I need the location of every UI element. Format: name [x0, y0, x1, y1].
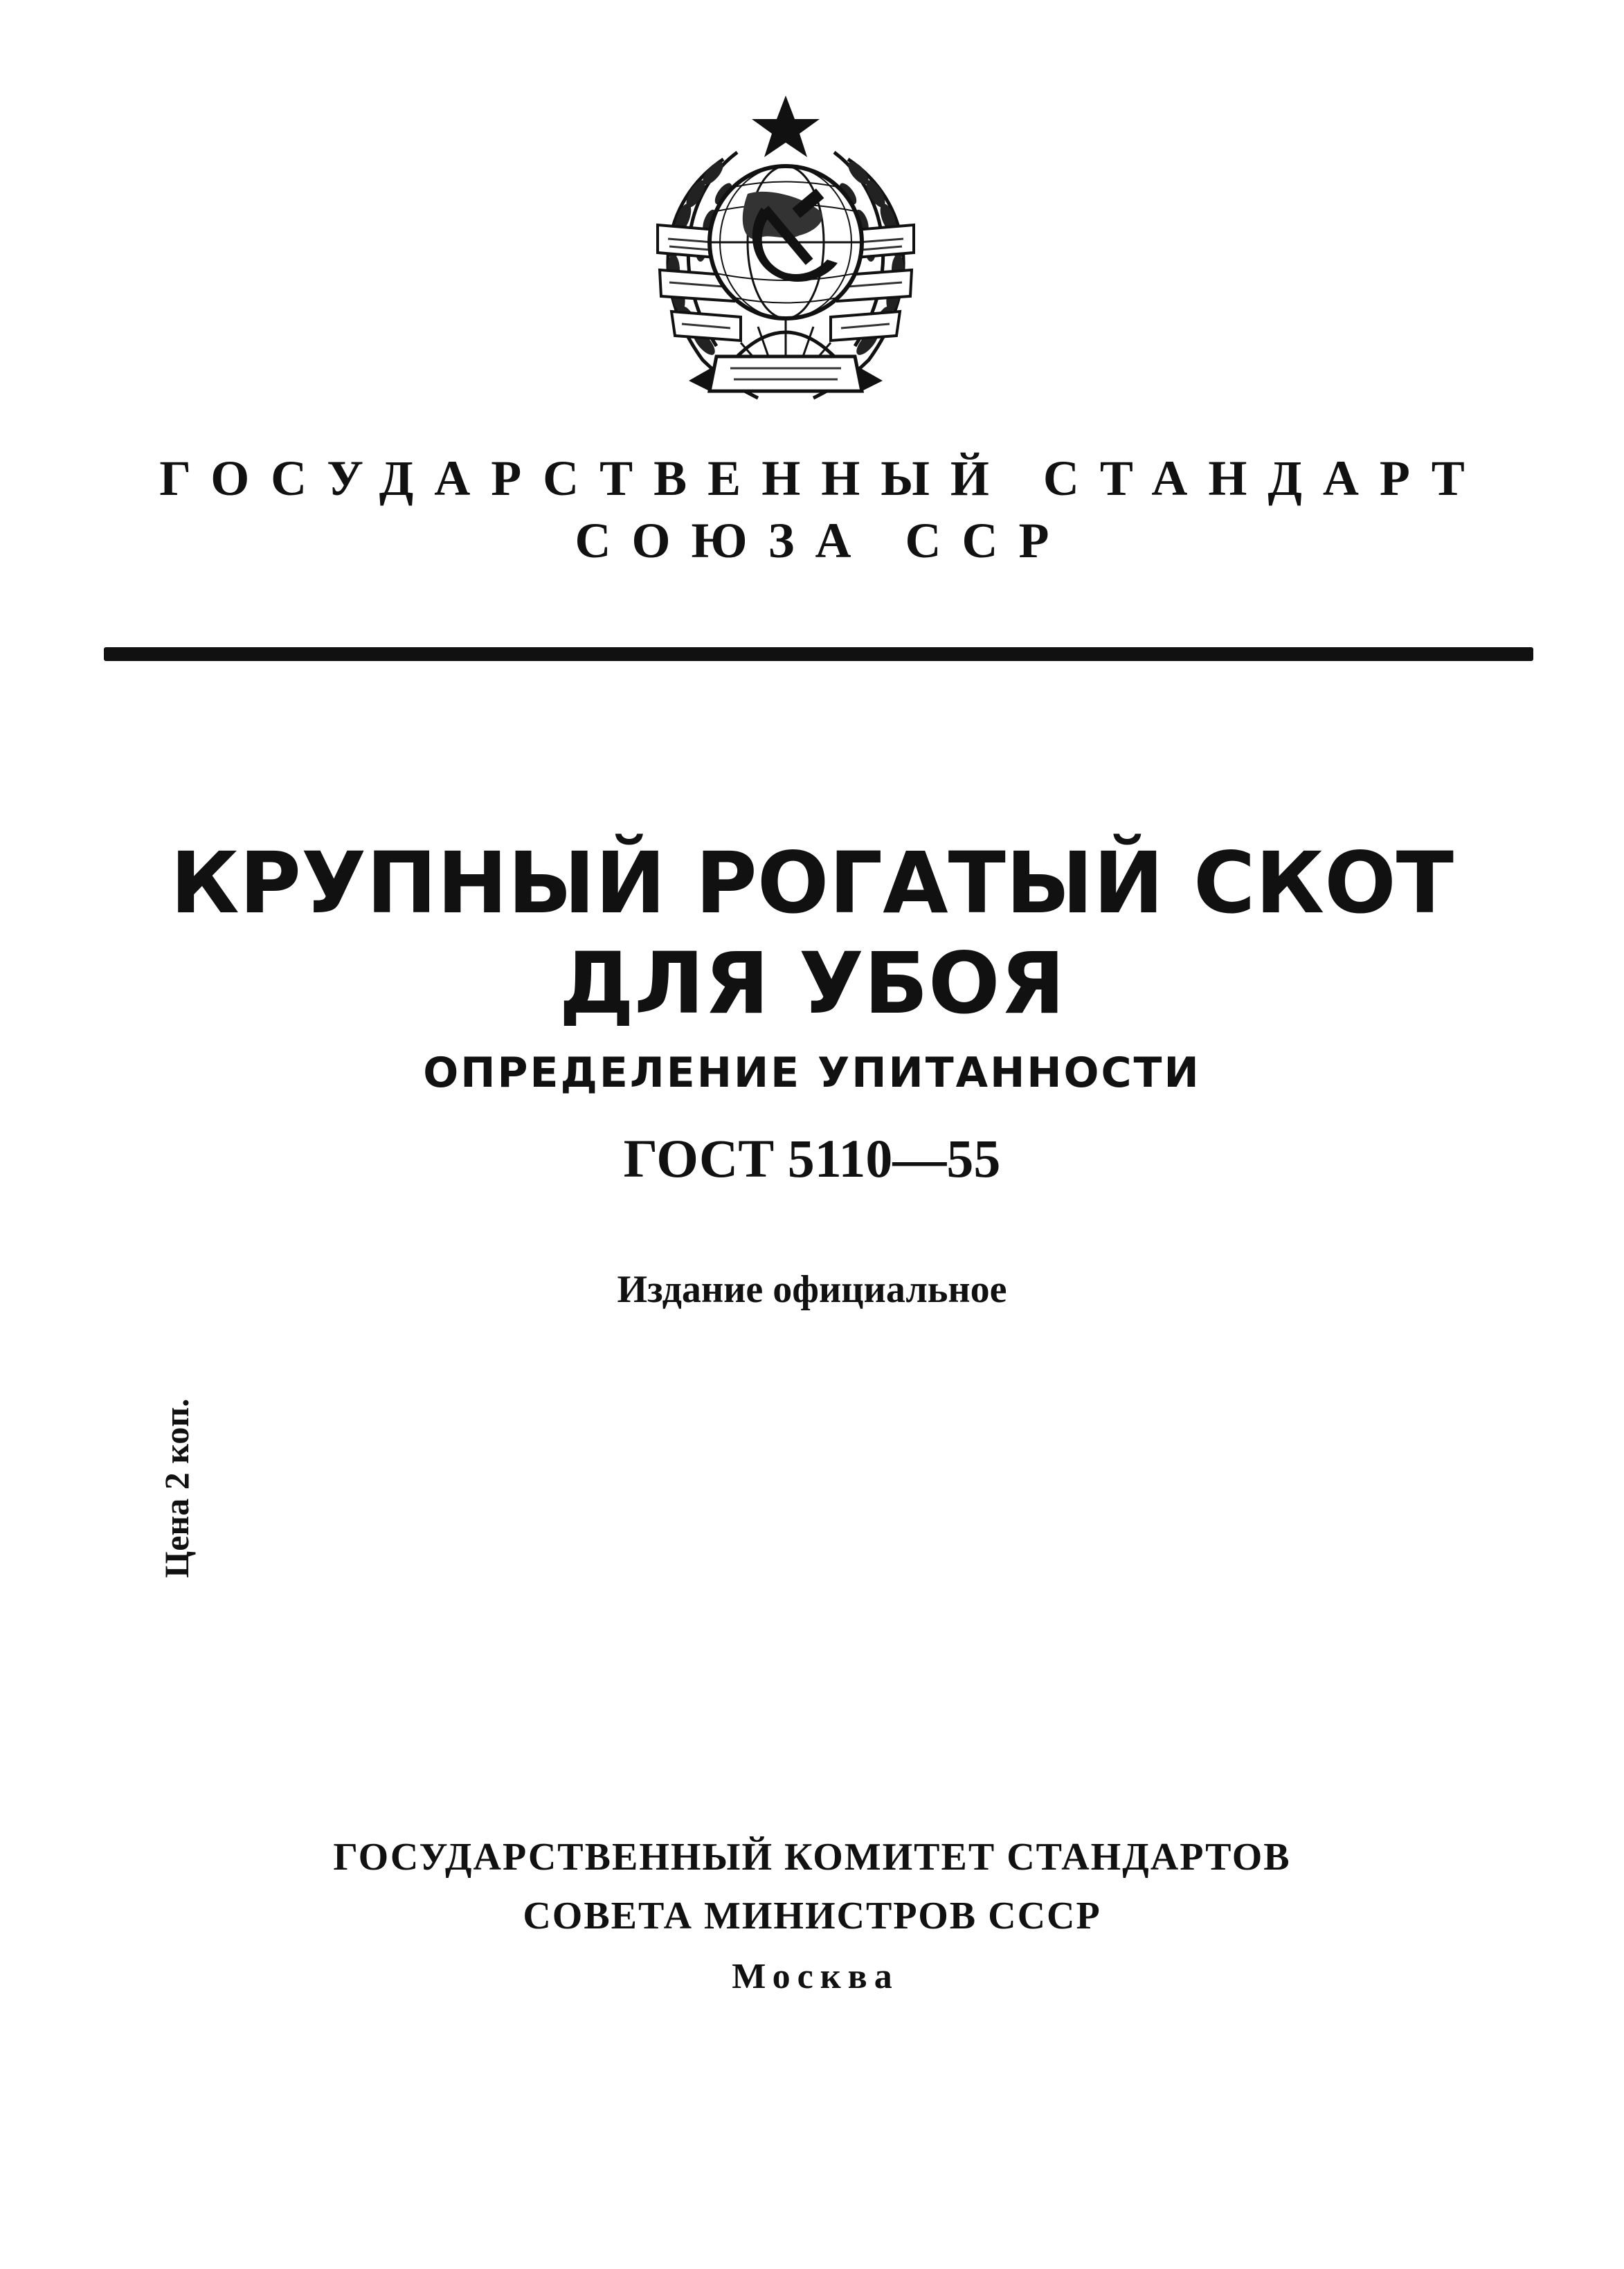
- header-line-1: ГОСУДАРСТВЕННЫЙ СТАНДАРТ: [159, 451, 1486, 506]
- horizontal-rule: [104, 647, 1533, 661]
- publisher-city: Москва: [732, 1957, 899, 1996]
- emblem-globe: [710, 166, 862, 318]
- emblem-star: [752, 96, 820, 157]
- emblem-bottom-ribbon: [689, 356, 883, 391]
- header-line-2: СОЮЗА ССР: [575, 513, 1070, 568]
- standard-number: ГОСТ 5110—55: [623, 1128, 1001, 1188]
- price-label: Цена 2 коп.: [157, 1398, 196, 1578]
- document-subtitle: ОПРЕДЕЛЕНИЕ УПИТАННОСТИ: [423, 1049, 1201, 1097]
- publisher-line-1: ГОСУДАРСТВЕННЫЙ КОМИТЕТ СТАНДАРТОВ: [333, 1836, 1291, 1879]
- publisher-line-2: СОВЕТА МИНИСТРОВ СССР: [523, 1895, 1101, 1937]
- document-title-line-2: ДЛЯ УБОЯ: [559, 934, 1065, 1033]
- edition-note: Издание официальное: [617, 1268, 1007, 1311]
- emblem-sun: [734, 318, 838, 360]
- ussr-state-emblem-icon: [620, 83, 952, 422]
- document-title-line-1: КРУПНЫЙ РОГАТЫЙ СКОТ: [170, 834, 1454, 932]
